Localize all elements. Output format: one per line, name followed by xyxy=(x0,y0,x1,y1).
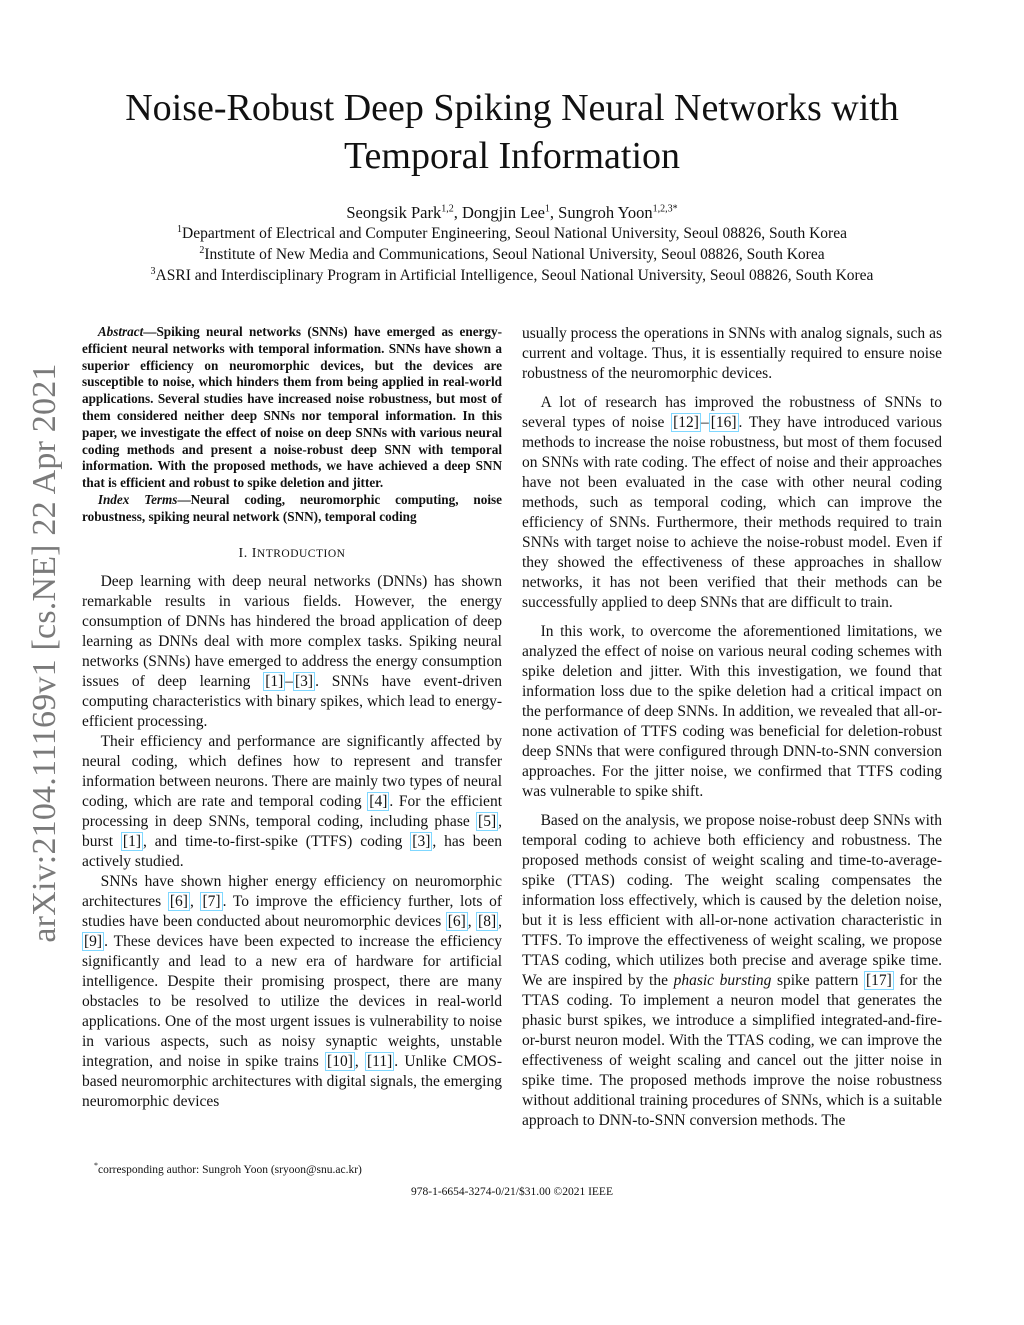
section-title-rest: NTRODUCTION xyxy=(256,547,346,560)
author-1: Seongsik Park xyxy=(346,203,442,222)
arxiv-sidebar xyxy=(22,353,68,953)
footnote xyxy=(94,1158,362,1178)
citation-link[interactable]: [4] xyxy=(369,792,388,810)
affiliation-3-mark: 3 xyxy=(150,265,156,277)
text-run: . These devices have been expected to increase the efficiency significantly and lead to a new era of hardware for artificial intelligence. Despite their promising prospect, there are many obstacles to be resolved to utilize the devices in real-world applications. One of the most urgent issues is vulnerability to noise in various aspects, such as noisy synaptic weights, unstable integration, and noise in spike trains xyxy=(82,932,502,1070)
affiliation-3-text: ASRI and Interdisciplinary Program in Artificial Intelligence, Seoul National University, Seoul 08826, South Korea xyxy=(155,267,874,284)
text-run: , xyxy=(467,912,477,930)
citation-link[interactable]: [8] xyxy=(478,912,497,930)
footnote-text: corresponding author: Sungroh Yoon (sryoon@snu.ac.kr) xyxy=(98,1163,362,1176)
affiliation-1-mark: 1 xyxy=(177,223,183,235)
abstract xyxy=(82,324,502,492)
abstract-lead: Abstract xyxy=(97,324,144,339)
citation-link[interactable]: [6] xyxy=(169,892,188,910)
text-run: Deep learning with deep neural networks (DNNs) has shown remarkable results in various fields. However, the energy consumption of DNNs has hindered the broad application of deep learning as DNNs deal with more complex tasks. Spiking neural networks (SNNs) have emerged to address the energy consumption issues of deep learning xyxy=(82,572,502,690)
text-run: spike pattern xyxy=(771,972,864,989)
affiliation-2-mark: 2 xyxy=(199,244,205,256)
affiliation-2-text: Institute of New Media and Communications, Seoul National University, Seoul 08826, South Korea xyxy=(204,246,825,263)
text-run: Their efficiency and performance are significantly affected by neural coding, which defines how to represent and transfer information between neurons. There are mainly two types of neural coding, which are rate and temporal coding xyxy=(82,732,502,810)
section-title-first: I xyxy=(251,545,257,561)
citation-link[interactable]: [10] xyxy=(327,1052,353,1070)
paper-title xyxy=(62,84,962,180)
author-list: Seongsik Park$^{1,2}$, Dongjin Lee$^1$, Sungroh Yoon$^{1,2,3*}$ xyxy=(346,203,678,222)
intro-paragraph-1 xyxy=(82,572,502,732)
citation-link[interactable]: [1] xyxy=(122,832,141,850)
text-run: , xyxy=(189,892,201,910)
right-paragraph-1: usually process the operations in SNNs with analog signals, such as current and voltage. Thus, it is essentially required to ensure noise robustness of the neuromorphic devices. xyxy=(522,325,942,382)
text-run: , has been actively studied. xyxy=(82,832,503,870)
affiliation-1-text: Department of Electrical and Computer Engineering, Seoul National University, Seoul 08826, South Korea xyxy=(182,225,847,242)
right-paragraph-3: In this work, to overcome the aforementioned limitations, we analyzed the effect of noise on various neural coding schemes with spike deletion and jitter. With this investigation, we found that information loss due to the spike deletion had a critical impact on the performance of deep SNNs. In addition, we revealed that all-or-none activation of TTFS coding was beneficial for deletion-robust deep SNNs that were configured through DNN-to-SNN conversion approaches. For the jitter noise, we confirmed that TTFS coding was vulnerable to spike shift. xyxy=(522,623,942,800)
author-3: Sungroh Yoon xyxy=(558,203,653,222)
index-terms xyxy=(82,492,502,526)
citation-link[interactable]: [5] xyxy=(478,812,497,830)
text-run: , xyxy=(354,1052,366,1070)
author-2: Dongjin Lee xyxy=(461,203,545,222)
citation-link[interactable]: [16] xyxy=(710,414,737,431)
text-run: . They have introduced various methods to increase the noise robustness, but most of them focused on SNNs with rate coding. The effect of noise and their approaches have not been evaluated in the case with other neural coding methods, such as temporal coding, which can improve the efficiency of SNNs. Furthermore, their methods required to train SNNs with target noise to achieve the noise-robust model. Even if they showed the effectiveness of these approaches in shallow networks, it has not been verified that their methods can be successfully applied to deep SNNs that are difficult to train. xyxy=(522,414,942,611)
index-terms-lead: Index Terms xyxy=(97,491,178,507)
citation-link[interactable]: [7] xyxy=(202,892,221,910)
text-run: – xyxy=(285,672,294,690)
text-run: . To improve the efficiency further, lots of studies have been conducted about neuromorphic devices xyxy=(82,892,502,930)
author-2-affil: 1 xyxy=(544,203,550,215)
copyright-footer: 978-1-6654-3274-0/21/$31.00 ©2021 IEEE xyxy=(411,1186,613,1198)
footnote-mark: * xyxy=(94,1161,98,1170)
emphasis-phasic-bursting: phasic bursting xyxy=(673,972,772,989)
intro-paragraph-2 xyxy=(82,732,502,872)
text-run: , xyxy=(498,912,502,930)
citation-link[interactable]: [11] xyxy=(367,1052,393,1070)
left-column xyxy=(82,324,502,1112)
text-run: . SNNs have event-driven computing characteristics with binary spikes, which lead to energy-efficient processing. xyxy=(82,672,502,730)
abstract-text: —Spiking neural networks (SNNs) have emerged as energy-efficient neural networks with temporal information. SNNs have shown a superior efficiency on neuromorphic devices, but the devices are susceptible to noise, which hinders them from being applied in real-world applications. Several studies have increased noise robustness, but most of them considered neither deep SNNs nor temporal information. In this paper, we investigate the effect of noise on deep SNNs with various neural coding methods and present a noise-robust deep SNN with temporal information. With the proposed methods, we have achieved a deep SNN that is efficient and robust to spike deletion and jitter. xyxy=(82,324,502,491)
text-run: , and time-to-first-spike (TTFS) coding xyxy=(143,832,411,850)
right-column xyxy=(522,324,942,1140)
section-numeral: I. xyxy=(238,545,252,561)
section-heading-introduction xyxy=(82,544,502,564)
affiliation-1 xyxy=(62,224,962,244)
author-1-affil: 1,2 xyxy=(441,203,454,215)
right-paragraph-2 xyxy=(522,393,942,613)
author-3-affil: 1,2,3* xyxy=(652,203,678,215)
citation-link[interactable]: [6] xyxy=(447,912,466,930)
citation-link[interactable]: [12] xyxy=(673,414,699,431)
intro-paragraph-3 xyxy=(82,872,502,1112)
affiliation-3 xyxy=(62,266,962,286)
affiliation-2 xyxy=(62,245,962,265)
text-run: for the TTAS coding. To implement a neuron model that generates the phasic burst spikes, we introduce a simplified integrated-and-fire-or-burst neuron model. With the TTAS coding, we can improve the effectiveness of weight scaling and cancel out the jitter noise in spike time. The proposed methods improve the noise robustness without additional training procedures of SNNs, which is a suitable approach to DNN-to-SNN conversion methods. The xyxy=(522,972,942,1129)
citation-link[interactable]: [3] xyxy=(412,832,431,850)
index-terms-text: —Neural coding, neuromorphic computing, noise robustness, spiking neural network (SNN), temporal coding xyxy=(82,491,502,524)
arxiv-identifier: arXiv:2104.11169v1 [cs.NE] 22 Apr 2021 xyxy=(26,363,63,943)
citation-link[interactable]: [1] xyxy=(265,672,284,690)
text-run: Based on the analysis, we propose noise-robust deep SNNs with temporal coding to achieve both efficiency and robustness. The proposed methods consist of weight scaling and time-to-average-spike (TTAS) coding. The weight scaling compensates the information loss effectively, which is caused by the deletion noise, but it is less efficient with all-or-none activation characteristic in TTFS. To improve the effectiveness of weight scaling, we propose TTAS coding, which utilizes both precise and average spike time. We are inspired by the xyxy=(522,812,942,989)
title-line-2: Temporal Information xyxy=(343,135,681,177)
citation-link[interactable]: [9] xyxy=(84,932,103,950)
text-run: A lot of research has improved the robustness of SNNs to several types of noise xyxy=(522,394,942,431)
text-run: , burst xyxy=(82,812,502,850)
text-run: SNNs have shown higher energy efficiency on neuromorphic architectures xyxy=(82,872,502,910)
right-paragraph-4 xyxy=(522,811,942,1131)
title-line-1: Noise-Robust Deep Spiking Neural Networks with xyxy=(125,87,899,129)
citation-link[interactable]: [17] xyxy=(865,972,892,989)
text-run: . Unlike CMOS-based neuromorphic architectures with digital signals, the emerging neuromorphic devices xyxy=(82,1052,502,1110)
citation-link[interactable]: [3] xyxy=(295,672,314,690)
text-run: . For the efficient processing in deep SNNs, temporal coding, including phase xyxy=(82,792,502,830)
text-run: – xyxy=(700,414,709,431)
